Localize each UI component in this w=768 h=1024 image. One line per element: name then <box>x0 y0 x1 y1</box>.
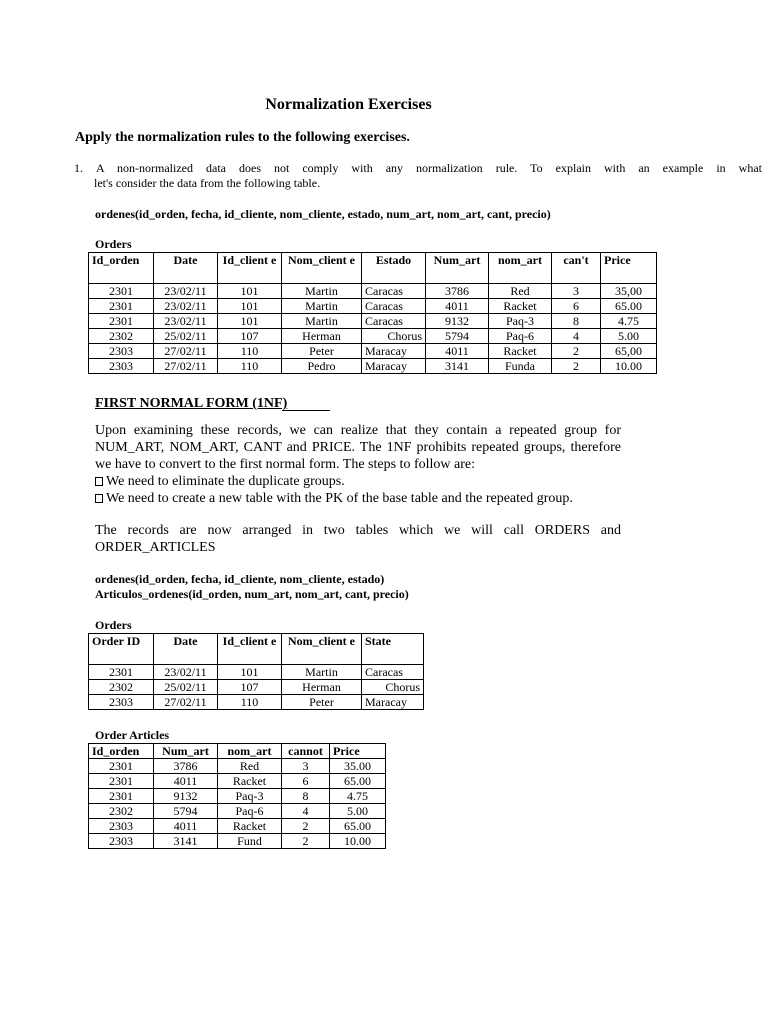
cell: 2301 <box>89 314 154 329</box>
cell: Paq-6 <box>489 329 552 344</box>
nf1-paragraph-2 <box>95 522 621 556</box>
table3-caption: Order Articles <box>95 728 170 742</box>
cell: 2303 <box>89 834 154 849</box>
col-header: nom_art <box>218 744 282 759</box>
col-header: Order ID <box>89 634 154 665</box>
cell: 2303 <box>89 359 154 374</box>
cell: Pedro <box>282 359 362 374</box>
cell: 6 <box>552 299 601 314</box>
cell: 4011 <box>154 774 218 789</box>
cell: Maracay <box>362 695 424 710</box>
cell: 5.00 <box>330 804 386 819</box>
cell: 2 <box>282 819 330 834</box>
cell: 5.00 <box>601 329 657 344</box>
table-row <box>89 774 386 789</box>
cell: 110 <box>218 695 282 710</box>
cell: 35.00 <box>330 759 386 774</box>
table-row <box>89 344 657 359</box>
schema-ordenes: ordenes(id_orden, fecha, id_cliente, nom_cliente, estado, num_art, nom_art, cant, precio) <box>95 207 551 221</box>
cell: Red <box>218 759 282 774</box>
cell: 65,00 <box>601 344 657 359</box>
table-header-row <box>89 253 657 284</box>
bullet-text: We need to eliminate the duplicate groups. <box>106 474 345 489</box>
cell: 5794 <box>154 804 218 819</box>
section-heading-1nf: FIRST NORMAL FORM (1NF) <box>95 396 288 411</box>
nf1-para2-line-2: ORDER_ARTICLES <box>95 540 216 555</box>
cell: Paq-3 <box>218 789 282 804</box>
cell: Herman <box>282 680 362 695</box>
cell: 2 <box>282 834 330 849</box>
col-header: Num_art <box>154 744 218 759</box>
col-header: Estado <box>362 253 426 284</box>
cell: 25/02/11 <box>154 329 218 344</box>
cell: Caracas <box>362 284 426 299</box>
orders-table-unnormalized <box>88 252 657 374</box>
cell: 10.00 <box>601 359 657 374</box>
cell: Funda <box>489 359 552 374</box>
cell: Martin <box>282 665 362 680</box>
cell: Caracas <box>362 314 426 329</box>
cell: 8 <box>552 314 601 329</box>
cell: Paq-6 <box>218 804 282 819</box>
cell: 101 <box>218 284 282 299</box>
cell: Herman <box>282 329 362 344</box>
cell: 2303 <box>89 819 154 834</box>
cell: Chorus <box>362 680 424 695</box>
cell: 4 <box>552 329 601 344</box>
table-row <box>89 819 386 834</box>
cell: 2301 <box>89 789 154 804</box>
cell: Fund <box>218 834 282 849</box>
cell: 2 <box>552 344 601 359</box>
col-header: Nom_client e <box>282 634 362 665</box>
cell: 8 <box>282 789 330 804</box>
bullet-item <box>95 473 621 490</box>
cell: 110 <box>218 344 282 359</box>
cell: Racket <box>218 819 282 834</box>
table-row <box>89 299 657 314</box>
table-row <box>89 759 386 774</box>
cell: 4.75 <box>601 314 657 329</box>
table-header-row <box>89 634 424 665</box>
bullet-box-icon <box>95 494 103 503</box>
table-row <box>89 789 386 804</box>
cell: 2302 <box>89 680 154 695</box>
cell: 4011 <box>154 819 218 834</box>
cell: Racket <box>218 774 282 789</box>
cell: Red <box>489 284 552 299</box>
cell: 10.00 <box>330 834 386 849</box>
bullet-box-icon <box>95 477 103 486</box>
exercise-line-1: A non-normalized data does not comply with any normalization rule. To explain with an example in what <box>96 161 762 175</box>
cell: 3786 <box>154 759 218 774</box>
nf1-paragraph <box>95 422 621 507</box>
cell: Caracas <box>362 299 426 314</box>
cell: Racket <box>489 299 552 314</box>
table-row <box>89 834 386 849</box>
cell: Caracas <box>362 665 424 680</box>
cell: Martin <box>282 299 362 314</box>
cell: 101 <box>218 314 282 329</box>
table1-caption: Orders <box>95 237 132 251</box>
cell: 65.00 <box>330 819 386 834</box>
cell: 110 <box>218 359 282 374</box>
nf1-para2-line-1: The records are now arranged in two tables which we will call ORDERS and <box>95 523 621 538</box>
cell: 3141 <box>154 834 218 849</box>
col-header: Id_orden <box>89 744 154 759</box>
nf1-line-2: NUM_ART, NOM_ART, CANT and PRICE. The 1NF prohibits repeated groups, therefore <box>95 440 621 455</box>
cell: 23/02/11 <box>154 314 218 329</box>
item-number: 1. <box>74 161 83 175</box>
table-row <box>89 680 424 695</box>
nf1-line-1: Upon examining these records, we can realize that they contain a repeated group for <box>95 423 621 438</box>
cell: Martin <box>282 314 362 329</box>
cell: 107 <box>218 680 282 695</box>
col-header: Id_orden <box>89 253 154 284</box>
exercise-paragraph <box>74 161 762 191</box>
col-header: Id_client e <box>218 634 282 665</box>
table-row <box>89 284 657 299</box>
cell: 2302 <box>89 804 154 819</box>
cell: 4011 <box>426 299 489 314</box>
col-header: Nom_client e <box>282 253 362 284</box>
col-header: Date <box>154 634 218 665</box>
cell: 2301 <box>89 284 154 299</box>
cell: Maracay <box>362 359 426 374</box>
bullet-item <box>95 490 621 507</box>
cell: 27/02/11 <box>154 695 218 710</box>
cell: 65.00 <box>330 774 386 789</box>
table-row <box>89 804 386 819</box>
table-row <box>89 359 657 374</box>
orders-table-1nf <box>88 633 424 710</box>
cell: 4011 <box>426 344 489 359</box>
cell: Martin <box>282 284 362 299</box>
col-header: Price <box>330 744 386 759</box>
cell: 2301 <box>89 759 154 774</box>
order-articles-table <box>88 743 386 849</box>
nf1-line-3: we have to convert to the first normal form. The steps to follow are: <box>95 457 475 472</box>
cell: 2301 <box>89 299 154 314</box>
cell: Maracay <box>362 344 426 359</box>
cell: 2303 <box>89 695 154 710</box>
cell: 2303 <box>89 344 154 359</box>
col-header: Num_art <box>426 253 489 284</box>
table-row <box>89 665 424 680</box>
cell: 101 <box>218 299 282 314</box>
schema-ordenes-2: ordenes(id_orden, fecha, id_cliente, nom_cliente, estado) <box>95 572 385 586</box>
cell: 27/02/11 <box>154 359 218 374</box>
table-row <box>89 314 657 329</box>
col-header: Id_client e <box>218 253 282 284</box>
instruction-text: Apply the normalization rules to the following exercises. <box>75 130 410 145</box>
cell: Peter <box>282 344 362 359</box>
cell: 25/02/11 <box>154 680 218 695</box>
cell: 4 <box>282 804 330 819</box>
schema-articulos-ordenes: Articulos_ordenes(id_orden, num_art, nom_art, cant, precio) <box>95 587 409 601</box>
cell: 3786 <box>426 284 489 299</box>
cell: 23/02/11 <box>154 665 218 680</box>
page-title: Normalization Exercises <box>265 96 432 113</box>
cell: 35,00 <box>601 284 657 299</box>
col-header: Date <box>154 253 218 284</box>
cell: Chorus <box>362 329 426 344</box>
cell: 5794 <box>426 329 489 344</box>
col-header: can't <box>552 253 601 284</box>
table-header-row <box>89 744 386 759</box>
cell: 6 <box>282 774 330 789</box>
cell: 2301 <box>89 774 154 789</box>
cell: 27/02/11 <box>154 344 218 359</box>
col-header: nom_art <box>489 253 552 284</box>
exercise-line-2: let's consider the data from the following table. <box>94 176 321 190</box>
cell: Racket <box>489 344 552 359</box>
cell: Paq-3 <box>489 314 552 329</box>
cell: 101 <box>218 665 282 680</box>
cell: 2 <box>552 359 601 374</box>
bullet-text: We need to create a new table with the PK of the base table and the repeated group. <box>106 491 573 506</box>
cell: 65.00 <box>601 299 657 314</box>
table-row <box>89 329 657 344</box>
col-header: State <box>362 634 424 665</box>
cell: 3141 <box>426 359 489 374</box>
cell: 2302 <box>89 329 154 344</box>
cell: 107 <box>218 329 282 344</box>
cell: 23/02/11 <box>154 284 218 299</box>
cell: 9132 <box>154 789 218 804</box>
table2-caption: Orders <box>95 618 132 632</box>
col-header: cannot <box>282 744 330 759</box>
cell: 9132 <box>426 314 489 329</box>
table-row <box>89 695 424 710</box>
cell: 4.75 <box>330 789 386 804</box>
cell: 23/02/11 <box>154 299 218 314</box>
cell: 2301 <box>89 665 154 680</box>
col-header: Price <box>601 253 657 284</box>
cell: Peter <box>282 695 362 710</box>
cell: 3 <box>282 759 330 774</box>
heading-underline-extension <box>282 410 330 411</box>
cell: 3 <box>552 284 601 299</box>
